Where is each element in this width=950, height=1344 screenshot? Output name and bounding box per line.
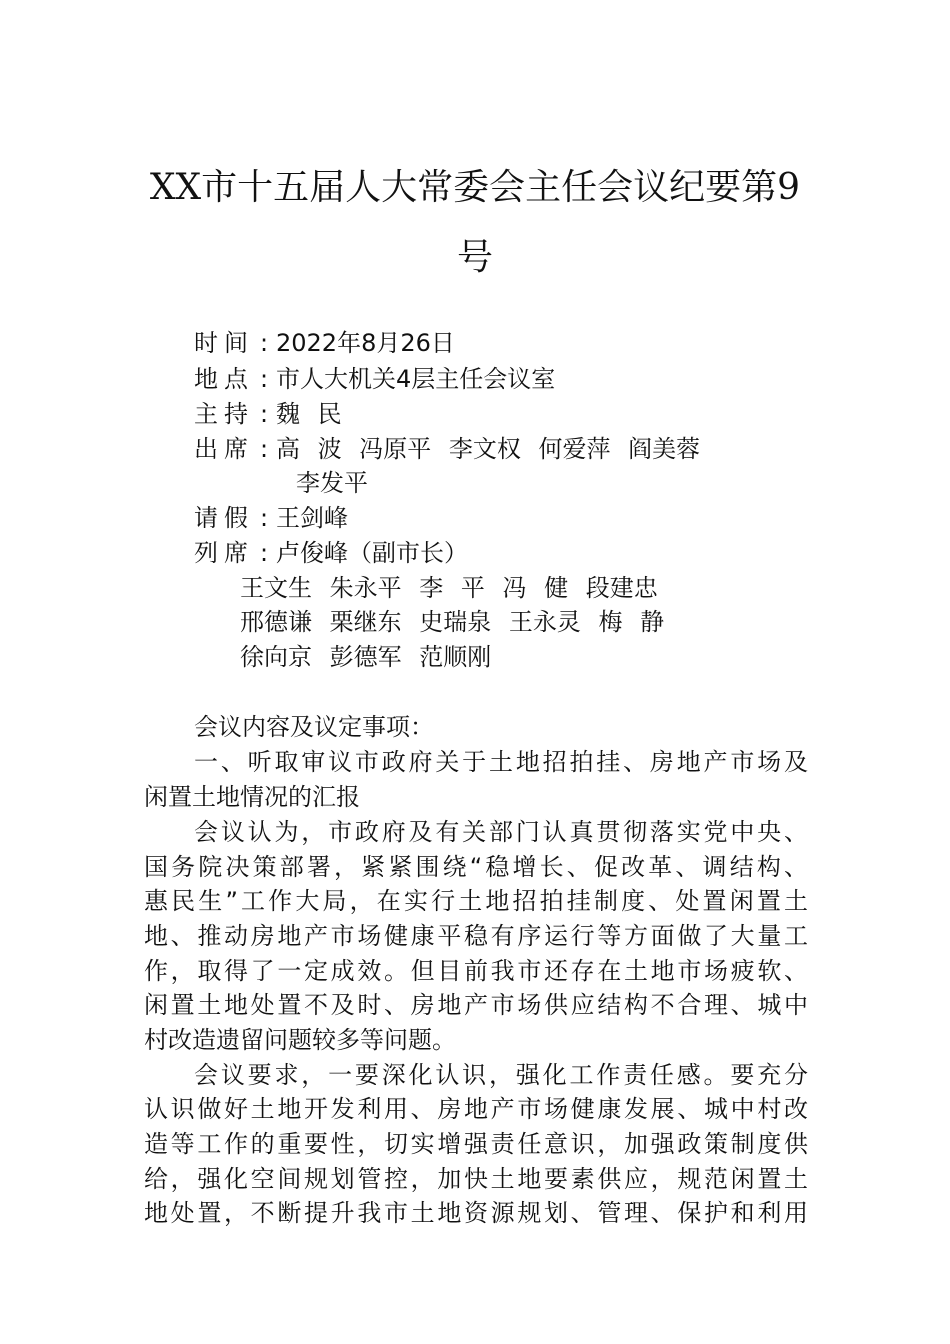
meta-value: 高 波 冯原平 李文权 何爱萍 阎美蓉 xyxy=(276,435,701,463)
meta-sit-in-row: 列席 : 卢俊峰（副市长） xyxy=(194,539,468,567)
meta-label: 列席 xyxy=(194,539,254,567)
body-line: 惠民生”工作大局，在实行土地招拍挂制度、处置闲置土 xyxy=(144,887,808,915)
body-line: 作，取得了一定成效。但目前我市还存在土地市场疲软、 xyxy=(144,957,808,985)
sit-in-names-line: 王文生 朱永平 李 平 冯 健 段建忠 xyxy=(240,574,658,602)
body-line: 村改造遗留问题较多等问题。 xyxy=(144,1026,456,1054)
meta-value: 卢俊峰（副市长） xyxy=(276,539,468,567)
body-line: 国务院决策部署，紧紧围绕“稳增长、促改革、调结构、 xyxy=(144,853,808,881)
meta-time-row: 时间 : 2022年8月26日 xyxy=(194,329,455,357)
meta-label: 请假 xyxy=(194,504,254,532)
meta-leave-row: 请假 : 王剑峰 xyxy=(194,504,348,532)
meta-label: 主持 xyxy=(194,400,254,428)
meta-value: 魏 民 xyxy=(276,400,342,428)
agenda-heading: 会议内容及议定事项： xyxy=(194,713,434,741)
meta-location-row: 地点 : 市人大机关4层主任会议室 xyxy=(194,365,556,393)
body-line: 会议要求，一要深化认识，强化工作责任感。要充分 xyxy=(194,1061,808,1089)
body-line: 地、推动房地产市场健康平稳有序运行等方面做了大量工 xyxy=(144,922,808,950)
meta-attend-continued: 李发平 xyxy=(296,469,368,497)
body-line: 一、听取审议市政府关于土地招拍挂、房地产市场及 xyxy=(194,748,808,776)
meta-attend-row: 出席 : 高 波 冯原平 李文权 何爱萍 阎美蓉 xyxy=(194,435,701,463)
sit-in-names-line: 徐向京 彭德军 范顺刚 xyxy=(240,643,492,671)
body-line: 给，强化空间规划管控，加快土地要素供应，规范闲置土 xyxy=(144,1165,808,1193)
meta-label: 时间 xyxy=(194,329,254,357)
document-title-line-2: 号 xyxy=(456,237,493,278)
body-line: 闲置土地情况的汇报 xyxy=(144,783,360,811)
sit-in-names-line: 邢德谦 栗继东 史瑞泉 王永灵 梅 静 xyxy=(240,608,665,636)
body-line: 地处置，不断提升我市土地资源规划、管理、保护和利用 xyxy=(144,1199,808,1227)
meta-value: 王剑峰 xyxy=(276,504,348,532)
meta-value: 市人大机关4层主任会议室 xyxy=(276,365,556,393)
body-line: 造等工作的重要性，切实增强责任意识，加强政策制度供 xyxy=(144,1130,808,1158)
body-line: 会议认为，市政府及有关部门认真贯彻落实党中央、 xyxy=(194,818,808,846)
meta-host-row: 主持 : 魏 民 xyxy=(194,400,342,428)
body-line: 闲置土地处置不及时、房地产市场供应结构不合理、城中 xyxy=(144,991,808,1019)
meta-label: 地点 xyxy=(194,365,254,393)
meta-value: 2022年8月26日 xyxy=(276,329,455,357)
body-line: 认识做好土地开发利用、房地产市场健康发展、城中村改 xyxy=(144,1095,808,1123)
document-title-line-1: XX市十五届人大常委会主任会议纪要第9 xyxy=(149,167,801,208)
meta-label: 出席 xyxy=(194,435,254,463)
